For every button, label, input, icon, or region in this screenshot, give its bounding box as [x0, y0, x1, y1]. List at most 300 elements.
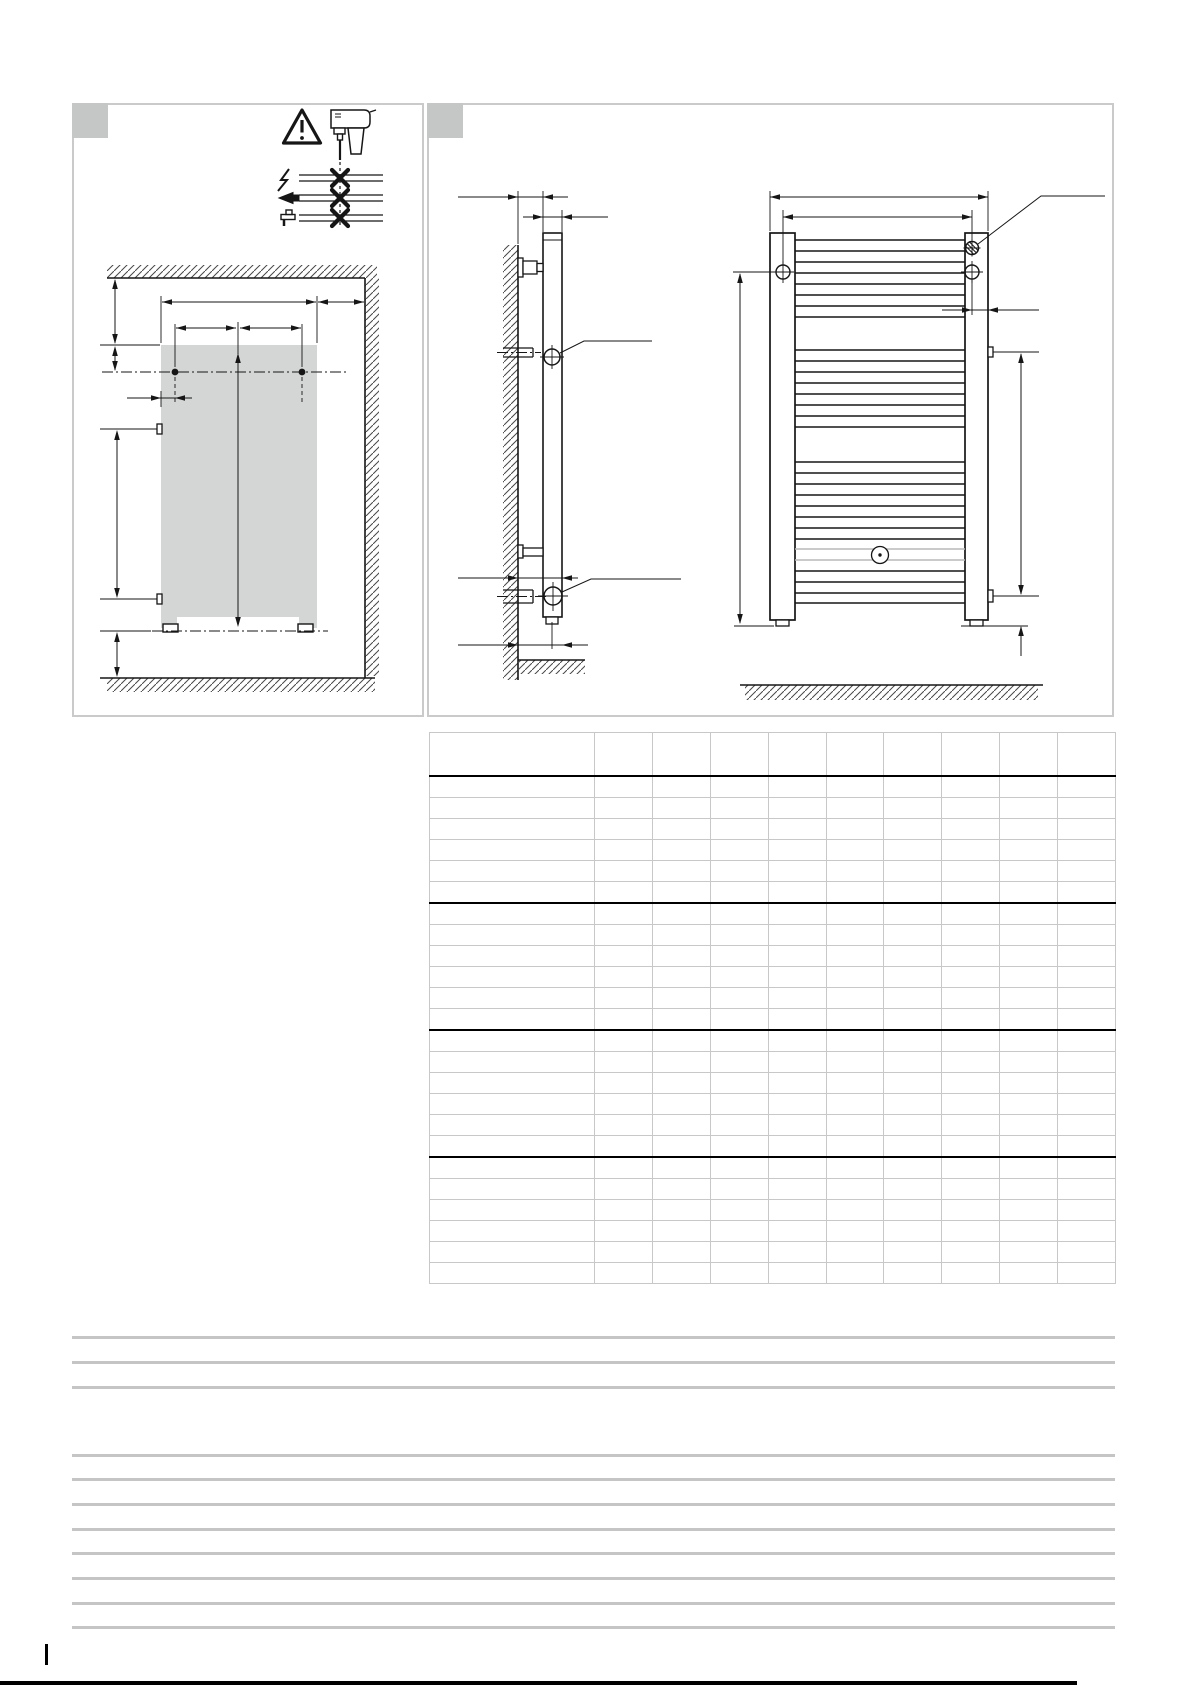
ruled-note-line	[72, 1503, 1115, 1506]
table-cell	[768, 988, 826, 1009]
table-cell	[1058, 1009, 1116, 1031]
table-cell	[595, 1242, 653, 1263]
table-cell	[826, 1200, 884, 1221]
table-cell	[942, 1221, 1000, 1242]
table-cell	[430, 1115, 595, 1136]
table-cell	[595, 1094, 653, 1115]
table-cell	[884, 1030, 942, 1052]
table-cell	[1000, 819, 1058, 840]
radiator-front-view-drawing	[733, 191, 1105, 700]
table-header-cell	[595, 733, 653, 777]
table-cell	[768, 1263, 826, 1284]
table-cell	[430, 925, 595, 946]
table-cell	[652, 1115, 710, 1136]
table-cell	[1000, 1009, 1058, 1031]
table-cell	[826, 1115, 884, 1136]
table-cell	[768, 1009, 826, 1031]
table-row	[430, 861, 1116, 882]
table-cell	[710, 967, 768, 988]
panel-mounting-safety	[72, 103, 424, 717]
table-cell	[1058, 967, 1116, 988]
table-cell	[710, 1263, 768, 1284]
table-cell	[430, 1242, 595, 1263]
safety-and-clearance-drawing	[74, 105, 422, 715]
table-cell	[884, 988, 942, 1009]
table-cell	[652, 1094, 710, 1115]
table-cell	[595, 798, 653, 819]
table-cell	[768, 776, 826, 798]
table-cell	[1058, 840, 1116, 861]
label-callout-circle	[872, 547, 889, 564]
table-cell	[595, 903, 653, 925]
table-cell	[768, 1115, 826, 1136]
table-cell	[710, 1200, 768, 1221]
table-cell	[826, 798, 884, 819]
table-cell	[595, 1136, 653, 1158]
table-cell	[652, 1200, 710, 1221]
table-cell	[652, 1052, 710, 1073]
ruled-note-line	[72, 1577, 1115, 1580]
table-cell	[1058, 1094, 1116, 1115]
table-cell	[942, 1052, 1000, 1073]
table-cell	[884, 1200, 942, 1221]
table-row	[430, 1242, 1116, 1263]
table-cell	[1000, 1030, 1058, 1052]
table-cell	[826, 1030, 884, 1052]
table-cell	[430, 1136, 595, 1158]
table-cell	[826, 882, 884, 904]
table-cell	[768, 1073, 826, 1094]
table-cell	[884, 1136, 942, 1158]
table-cell	[430, 1030, 595, 1052]
table-cell	[1058, 819, 1116, 840]
table-cell	[430, 840, 595, 861]
table-cell	[1000, 1052, 1058, 1073]
table-cell	[884, 1094, 942, 1115]
table-cell	[942, 988, 1000, 1009]
table-cell	[595, 882, 653, 904]
table-cell	[942, 1200, 1000, 1221]
table-header-cell	[710, 733, 768, 777]
table-cell	[652, 840, 710, 861]
no-drilling-concealed-line-icon	[279, 190, 383, 206]
table-cell	[768, 819, 826, 840]
table-cell	[942, 1073, 1000, 1094]
table-cell	[826, 903, 884, 925]
table-header-cell	[942, 733, 1000, 777]
table-cell	[942, 882, 1000, 904]
table-row	[430, 819, 1116, 840]
table-cell	[768, 798, 826, 819]
table-cell	[1000, 882, 1058, 904]
table-cell	[710, 840, 768, 861]
no-drilling-water-pipe-icon	[281, 210, 383, 226]
table-cell	[826, 967, 884, 988]
table-cell	[942, 967, 1000, 988]
table-cell	[710, 925, 768, 946]
table-cell	[652, 861, 710, 882]
table-cell	[1058, 861, 1116, 882]
table-cell	[826, 840, 884, 861]
table-cell	[1058, 798, 1116, 819]
table-cell	[768, 882, 826, 904]
table-cell	[430, 1221, 595, 1242]
table-cell	[1000, 925, 1058, 946]
table-cell	[884, 1115, 942, 1136]
callout-leader-line	[562, 579, 681, 592]
table-row	[430, 1221, 1116, 1242]
table-cell	[595, 1263, 653, 1284]
table-cell	[942, 1136, 1000, 1158]
table-cell	[430, 967, 595, 988]
table-cell	[826, 1052, 884, 1073]
table-cell	[884, 946, 942, 967]
table-row	[430, 798, 1116, 819]
ruled-note-line	[72, 1454, 1115, 1457]
table-cell	[884, 1052, 942, 1073]
table-cell	[1058, 1157, 1116, 1179]
table-cell	[884, 1242, 942, 1263]
table-cell	[595, 1073, 653, 1094]
ruled-note-line	[72, 1336, 1115, 1339]
table-cell	[1000, 1136, 1058, 1158]
table-cell	[710, 798, 768, 819]
table-cell	[884, 840, 942, 861]
table-cell	[884, 1221, 942, 1242]
table-cell	[1000, 1157, 1058, 1179]
table-cell	[942, 861, 1000, 882]
table-cell	[652, 1030, 710, 1052]
table-cell	[768, 861, 826, 882]
table-row	[430, 1052, 1116, 1073]
table-cell	[430, 882, 595, 904]
table-cell	[884, 819, 942, 840]
table-cell	[595, 819, 653, 840]
table-cell	[942, 1242, 1000, 1263]
table-cell	[1000, 946, 1058, 967]
table-cell	[652, 925, 710, 946]
table-cell	[942, 1094, 1000, 1115]
table-cell	[595, 1052, 653, 1073]
table-row	[430, 967, 1116, 988]
table-cell	[430, 776, 595, 798]
table-cell	[710, 1179, 768, 1200]
table-cell	[1058, 1052, 1116, 1073]
table-cell	[1058, 1200, 1116, 1221]
table-cell	[826, 1179, 884, 1200]
table-cell	[942, 1009, 1000, 1031]
warning-triangle-icon	[284, 110, 321, 143]
dimension-views-drawing	[429, 105, 1112, 715]
table-row	[430, 1263, 1116, 1284]
table-cell	[884, 903, 942, 925]
table-cell	[595, 1009, 653, 1031]
table-cell	[768, 903, 826, 925]
table-cell	[826, 1009, 884, 1031]
ruled-note-line	[72, 1528, 1115, 1531]
table-row	[430, 840, 1116, 861]
table-cell	[1000, 1242, 1058, 1263]
table-cell	[1000, 967, 1058, 988]
table-row	[430, 882, 1116, 904]
table-cell	[595, 1030, 653, 1052]
table-row	[430, 1157, 1116, 1179]
table-cell	[430, 1052, 595, 1073]
table-cell	[1000, 1179, 1058, 1200]
table-cell	[884, 1157, 942, 1179]
table-cell	[652, 1157, 710, 1179]
table-row	[430, 946, 1116, 967]
table-cell	[1000, 1263, 1058, 1284]
table-cell	[1000, 1200, 1058, 1221]
table-cell	[1000, 776, 1058, 798]
table-cell	[710, 1030, 768, 1052]
table-cell	[768, 1030, 826, 1052]
table-cell	[768, 967, 826, 988]
table-cell	[710, 1136, 768, 1158]
table-cell	[430, 1263, 595, 1284]
table-cell	[1058, 1073, 1116, 1094]
table-cell	[1058, 925, 1116, 946]
table-cell	[652, 1242, 710, 1263]
table-header-cell	[826, 733, 884, 777]
table-row	[430, 1136, 1116, 1158]
table-cell	[942, 925, 1000, 946]
table-cell	[826, 1242, 884, 1263]
table-header-cell	[1000, 733, 1058, 777]
table-cell	[942, 819, 1000, 840]
table-cell	[710, 946, 768, 967]
table-cell	[826, 946, 884, 967]
table-cell	[595, 925, 653, 946]
table-cell	[942, 946, 1000, 967]
table-cell	[1000, 798, 1058, 819]
table-cell	[710, 882, 768, 904]
table-cell	[652, 988, 710, 1009]
table-cell	[826, 1263, 884, 1284]
table-cell	[595, 861, 653, 882]
table-cell	[1000, 1221, 1058, 1242]
table-cell	[1000, 903, 1058, 925]
callout-leader-line	[560, 341, 652, 353]
table-cell	[942, 1179, 1000, 1200]
table-cell	[826, 861, 884, 882]
table-cell	[710, 1157, 768, 1179]
table-cell	[430, 1073, 595, 1094]
table-cell	[595, 1179, 653, 1200]
table-row	[430, 925, 1116, 946]
table-row	[430, 1200, 1116, 1221]
table-cell	[430, 903, 595, 925]
table-cell	[942, 1157, 1000, 1179]
table-cell	[430, 1157, 595, 1179]
table-cell	[652, 1073, 710, 1094]
table-cell	[430, 798, 595, 819]
callout-leader-line	[978, 196, 1105, 244]
table-cell	[768, 946, 826, 967]
table-cell	[430, 1094, 595, 1115]
mounting-point-crosshair	[772, 261, 983, 283]
table-cell	[652, 882, 710, 904]
table-header-cell	[768, 733, 826, 777]
no-drilling-electric-cable-icon	[278, 169, 383, 191]
table-cell	[884, 967, 942, 988]
table-header-cell	[652, 733, 710, 777]
table-cell	[1058, 1179, 1116, 1200]
table-cell	[826, 1073, 884, 1094]
table-cell	[884, 861, 942, 882]
table-row	[430, 1115, 1116, 1136]
table-cell	[768, 840, 826, 861]
table-cell	[652, 1221, 710, 1242]
table-cell	[942, 776, 1000, 798]
table-cell	[710, 1115, 768, 1136]
spec-table-header	[430, 733, 1116, 777]
table-header-cell	[884, 733, 942, 777]
table-cell	[652, 776, 710, 798]
table-cell	[1058, 988, 1116, 1009]
table-cell	[1058, 1030, 1116, 1052]
ruled-note-line	[72, 1552, 1115, 1555]
table-cell	[826, 819, 884, 840]
table-cell	[430, 1200, 595, 1221]
table-cell	[942, 798, 1000, 819]
table-cell	[884, 1263, 942, 1284]
table-cell	[942, 1115, 1000, 1136]
table-cell	[826, 1094, 884, 1115]
table-cell	[768, 1157, 826, 1179]
table-cell	[710, 1221, 768, 1242]
table-cell	[1000, 988, 1058, 1009]
table-row	[430, 903, 1116, 925]
table-cell	[710, 1073, 768, 1094]
radiator-side-view-drawing	[458, 191, 681, 680]
table-cell	[768, 925, 826, 946]
table-cell	[1058, 1221, 1116, 1242]
table-cell	[595, 988, 653, 1009]
table-cell	[430, 988, 595, 1009]
table-cell	[1000, 861, 1058, 882]
table-cell	[652, 1009, 710, 1031]
table-cell	[652, 798, 710, 819]
table-cell	[826, 1221, 884, 1242]
table-cell	[826, 988, 884, 1009]
table-cell	[652, 946, 710, 967]
table-cell	[430, 1179, 595, 1200]
table-cell	[1058, 1263, 1116, 1284]
table-cell	[826, 1136, 884, 1158]
table-cell	[942, 903, 1000, 925]
ruled-note-line	[72, 1386, 1115, 1389]
ruled-note-line	[72, 1478, 1115, 1481]
table-cell	[710, 1052, 768, 1073]
table-row	[430, 1030, 1116, 1052]
table-cell	[826, 776, 884, 798]
table-row	[430, 1094, 1116, 1115]
table-cell	[884, 882, 942, 904]
table-row	[430, 1179, 1116, 1200]
table-cell	[430, 946, 595, 967]
table-cell	[430, 1009, 595, 1031]
table-row	[430, 1073, 1116, 1094]
table-cell	[595, 1221, 653, 1242]
table-cell	[652, 1263, 710, 1284]
table-cell	[826, 925, 884, 946]
table-cell	[652, 967, 710, 988]
table-cell	[768, 1221, 826, 1242]
table-cell	[652, 1179, 710, 1200]
table-cell	[1000, 1073, 1058, 1094]
table-cell	[1058, 1136, 1116, 1158]
power-drill-icon	[331, 110, 376, 226]
table-cell	[595, 967, 653, 988]
table-cell	[595, 1115, 653, 1136]
table-cell	[430, 861, 595, 882]
table-cell	[1058, 946, 1116, 967]
table-cell	[1000, 1094, 1058, 1115]
ruled-note-line	[72, 1602, 1115, 1605]
table-cell	[942, 1263, 1000, 1284]
table-cell	[710, 988, 768, 1009]
table-cell	[710, 861, 768, 882]
table-header-cell	[430, 733, 595, 777]
table-cell	[884, 1179, 942, 1200]
table-cell	[595, 776, 653, 798]
table-row	[430, 988, 1116, 1009]
spec-table	[429, 732, 1116, 1284]
table-cell	[595, 840, 653, 861]
table-cell	[768, 1094, 826, 1115]
table-cell	[595, 1200, 653, 1221]
table-cell	[652, 819, 710, 840]
table-cell	[1058, 1115, 1116, 1136]
table-cell	[884, 776, 942, 798]
table-cell	[710, 903, 768, 925]
page-number-tick	[45, 1644, 48, 1665]
table-cell	[1058, 776, 1116, 798]
table-cell	[1058, 1242, 1116, 1263]
table-row	[430, 1009, 1116, 1031]
table-cell	[1058, 903, 1116, 925]
table-cell	[710, 1009, 768, 1031]
table-cell	[768, 1179, 826, 1200]
radiator-silhouette	[161, 345, 317, 632]
ruled-note-line	[72, 1626, 1115, 1629]
table-cell	[942, 1030, 1000, 1052]
table-cell	[710, 1094, 768, 1115]
table-cell	[430, 819, 595, 840]
table-cell	[884, 1073, 942, 1094]
footer-bar	[0, 1681, 1077, 1685]
spec-table-body	[430, 776, 1116, 1284]
table-header-cell	[1058, 733, 1116, 777]
table-cell	[595, 946, 653, 967]
table-row	[430, 776, 1116, 798]
table-cell	[1000, 1115, 1058, 1136]
panel-dimension-drawings	[427, 103, 1114, 717]
table-cell	[652, 1136, 710, 1158]
table-cell	[768, 1242, 826, 1263]
table-cell	[768, 1052, 826, 1073]
table-cell	[710, 776, 768, 798]
table-cell	[710, 1242, 768, 1263]
table-cell	[768, 1200, 826, 1221]
table-cell	[884, 798, 942, 819]
table-cell	[1000, 840, 1058, 861]
table-cell	[884, 1009, 942, 1031]
table-cell	[884, 925, 942, 946]
table-cell	[652, 903, 710, 925]
